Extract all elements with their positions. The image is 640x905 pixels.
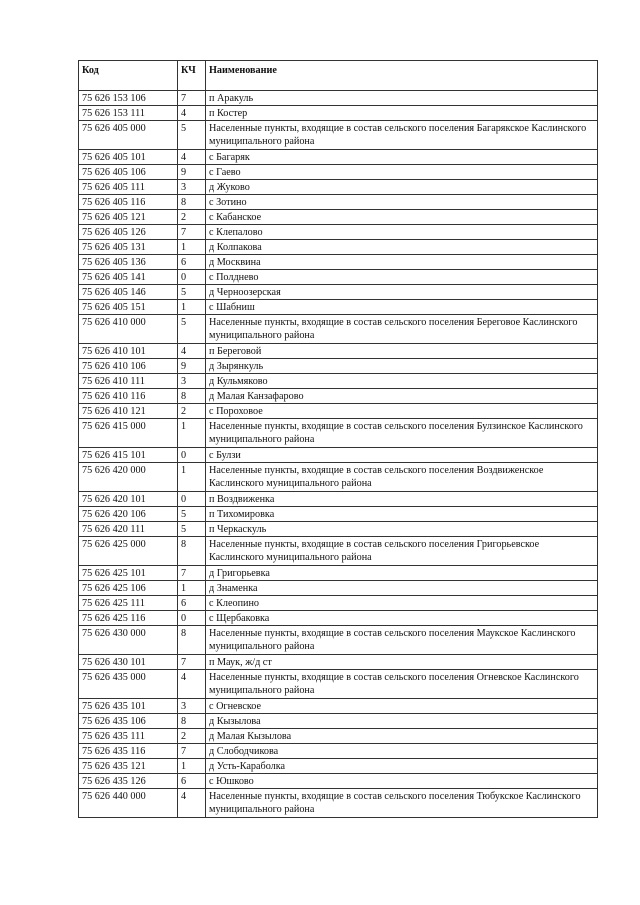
cell-name: д Москвина [206, 255, 598, 270]
cell-code: 75 626 420 101 [79, 492, 178, 507]
cell-code: 75 626 440 000 [79, 789, 178, 818]
cell-name: с Клепалово [206, 225, 598, 240]
table-row [79, 165, 598, 180]
table-row [79, 404, 598, 419]
table-row [79, 389, 598, 404]
cell-name: Населенные пункты, входящие в состав сельского поселения Воздвиженское Каслинского муниципального района [206, 463, 598, 492]
cell-code: 75 626 410 106 [79, 359, 178, 374]
cell-name: д Знаменка [206, 581, 598, 596]
cell-code: 75 626 435 111 [79, 729, 178, 744]
cell-kch: 1 [178, 240, 206, 255]
cell-code: 75 626 153 106 [79, 91, 178, 106]
cell-name: д Усть-Караболка [206, 759, 598, 774]
cell-kch: 1 [178, 581, 206, 596]
table-row [79, 180, 598, 195]
cell-code: 75 626 435 101 [79, 699, 178, 714]
cell-name: п Тихомировка [206, 507, 598, 522]
cell-kch: 7 [178, 744, 206, 759]
cell-name: с Пороховое [206, 404, 598, 419]
cell-name: с Полднево [206, 270, 598, 285]
cell-kch: 6 [178, 255, 206, 270]
table-row [79, 611, 598, 626]
cell-kch: 6 [178, 774, 206, 789]
cell-kch: 2 [178, 404, 206, 419]
cell-kch: 0 [178, 448, 206, 463]
cell-code: 75 626 405 151 [79, 300, 178, 315]
cell-kch: 3 [178, 699, 206, 714]
cell-kch: 7 [178, 91, 206, 106]
table-row [79, 463, 598, 492]
cell-code: 75 626 435 106 [79, 714, 178, 729]
cell-kch: 8 [178, 714, 206, 729]
cell-kch: 1 [178, 419, 206, 448]
table-row [79, 315, 598, 344]
table-row [79, 419, 598, 448]
cell-kch: 4 [178, 344, 206, 359]
cell-code: 75 626 405 116 [79, 195, 178, 210]
cell-kch: 4 [178, 789, 206, 818]
cell-kch: 0 [178, 611, 206, 626]
cell-kch: 9 [178, 359, 206, 374]
cell-kch: 1 [178, 759, 206, 774]
cell-name: Населенные пункты, входящие в состав сельского поселения Береговое Каслинского муниципального района [206, 315, 598, 344]
table-row [79, 195, 598, 210]
cell-kch: 6 [178, 596, 206, 611]
cell-name: д Колпакова [206, 240, 598, 255]
table-row [79, 507, 598, 522]
cell-kch: 1 [178, 463, 206, 492]
cell-kch: 8 [178, 537, 206, 566]
cell-name: д Кызылова [206, 714, 598, 729]
cell-kch: 3 [178, 374, 206, 389]
cell-name: Населенные пункты, входящие в состав сельского поселения Тюбукское Каслинского муниципального района [206, 789, 598, 818]
cell-name: д Кульмяково [206, 374, 598, 389]
cell-code: 75 626 405 106 [79, 165, 178, 180]
cell-code: 75 626 420 106 [79, 507, 178, 522]
cell-name: с Клеопино [206, 596, 598, 611]
cell-code: 75 626 425 101 [79, 566, 178, 581]
cell-kch: 5 [178, 507, 206, 522]
cell-code: 75 626 410 116 [79, 389, 178, 404]
table-row [79, 626, 598, 655]
table-row [79, 359, 598, 374]
cell-code: 75 626 435 121 [79, 759, 178, 774]
cell-code: 75 626 435 000 [79, 670, 178, 699]
cell-name: с Кабанское [206, 210, 598, 225]
cell-code: 75 626 153 111 [79, 106, 178, 121]
cell-kch: 7 [178, 566, 206, 581]
table-row [79, 655, 598, 670]
table-row [79, 285, 598, 300]
cell-kch: 3 [178, 180, 206, 195]
cell-name: п Черкаскуль [206, 522, 598, 537]
cell-code: 75 626 405 111 [79, 180, 178, 195]
cell-name: с Булзи [206, 448, 598, 463]
cell-kch: 0 [178, 492, 206, 507]
cell-code: 75 626 425 000 [79, 537, 178, 566]
table-row [79, 670, 598, 699]
cell-name: Населенные пункты, входящие в состав сельского поселения Григорьевское Каслинского муниципального района [206, 537, 598, 566]
cell-name: с Багаряк [206, 150, 598, 165]
header-kch: КЧ [178, 61, 206, 91]
table-row [79, 255, 598, 270]
cell-kch: 2 [178, 729, 206, 744]
cell-name: с Зотино [206, 195, 598, 210]
table-row [79, 91, 598, 106]
cell-name: п Аракуль [206, 91, 598, 106]
cell-kch: 8 [178, 389, 206, 404]
table-row [79, 729, 598, 744]
cell-name: с Гаево [206, 165, 598, 180]
cell-kch: 5 [178, 285, 206, 300]
cell-kch: 4 [178, 150, 206, 165]
table-row [79, 744, 598, 759]
cell-name: п Береговой [206, 344, 598, 359]
table-row [79, 121, 598, 150]
cell-name: д Малая Кызылова [206, 729, 598, 744]
cell-kch: 4 [178, 106, 206, 121]
cell-kch: 7 [178, 225, 206, 240]
cell-code: 75 626 405 126 [79, 225, 178, 240]
cell-name: п Воздвиженка [206, 492, 598, 507]
cell-code: 75 626 435 126 [79, 774, 178, 789]
cell-kch: 8 [178, 195, 206, 210]
header-name: Наименование [206, 61, 598, 91]
cell-name: Населенные пункты, входящие в состав сельского поселения Огневское Каслинского муниципального района [206, 670, 598, 699]
cell-kch: 8 [178, 626, 206, 655]
table-row [79, 759, 598, 774]
cell-code: 75 626 425 116 [79, 611, 178, 626]
cell-name: д Слободчикова [206, 744, 598, 759]
cell-kch: 4 [178, 670, 206, 699]
cell-code: 75 626 405 146 [79, 285, 178, 300]
table-row [79, 300, 598, 315]
table-row [79, 344, 598, 359]
cell-kch: 9 [178, 165, 206, 180]
cell-name: д Зырянкуль [206, 359, 598, 374]
cell-name: д Григорьевка [206, 566, 598, 581]
table-body [79, 91, 598, 818]
table-row [79, 699, 598, 714]
table-row [79, 448, 598, 463]
table-row [79, 596, 598, 611]
cell-code: 75 626 425 106 [79, 581, 178, 596]
table-header-row [79, 61, 598, 91]
cell-name: с Огневское [206, 699, 598, 714]
header-code: Код [79, 61, 178, 91]
cell-code: 75 626 415 101 [79, 448, 178, 463]
cell-name: д Малая Канзафарово [206, 389, 598, 404]
cell-code: 75 626 430 101 [79, 655, 178, 670]
cell-code: 75 626 430 000 [79, 626, 178, 655]
cell-code: 75 626 405 101 [79, 150, 178, 165]
table-row [79, 240, 598, 255]
table-row [79, 774, 598, 789]
cell-code: 75 626 410 000 [79, 315, 178, 344]
cell-name: п Маук, ж/д ст [206, 655, 598, 670]
cell-kch: 0 [178, 270, 206, 285]
cell-name: д Черноозерская [206, 285, 598, 300]
cell-code: 75 626 405 000 [79, 121, 178, 150]
cell-code: 75 626 405 131 [79, 240, 178, 255]
table-row [79, 270, 598, 285]
cell-code: 75 626 435 116 [79, 744, 178, 759]
table-row [79, 566, 598, 581]
cell-name: Населенные пункты, входящие в состав сельского поселения Маукское Каслинского муниципального района [206, 626, 598, 655]
cell-code: 75 626 420 000 [79, 463, 178, 492]
table-row [79, 492, 598, 507]
cell-name: с Шабниш [206, 300, 598, 315]
cell-code: 75 626 410 121 [79, 404, 178, 419]
table-row [79, 106, 598, 121]
cell-code: 75 626 405 136 [79, 255, 178, 270]
cell-code: 75 626 415 000 [79, 419, 178, 448]
cell-name: п Костер [206, 106, 598, 121]
cell-code: 75 626 425 111 [79, 596, 178, 611]
table-row [79, 210, 598, 225]
cell-name: с Щербаковка [206, 611, 598, 626]
table-row [79, 522, 598, 537]
cell-name: Населенные пункты, входящие в состав сельского поселения Булзинское Каслинского муниципального района [206, 419, 598, 448]
table-row [79, 225, 598, 240]
cell-name: с Юшково [206, 774, 598, 789]
cell-kch: 2 [178, 210, 206, 225]
cell-kch: 5 [178, 522, 206, 537]
table-row [79, 581, 598, 596]
cell-kch: 5 [178, 121, 206, 150]
okato-table [78, 60, 598, 818]
cell-code: 75 626 410 111 [79, 374, 178, 389]
cell-kch: 1 [178, 300, 206, 315]
cell-code: 75 626 405 141 [79, 270, 178, 285]
table-row [79, 374, 598, 389]
cell-name: д Жуково [206, 180, 598, 195]
cell-kch: 7 [178, 655, 206, 670]
cell-code: 75 626 405 121 [79, 210, 178, 225]
cell-code: 75 626 420 111 [79, 522, 178, 537]
table-row [79, 150, 598, 165]
table-row [79, 537, 598, 566]
cell-kch: 5 [178, 315, 206, 344]
cell-code: 75 626 410 101 [79, 344, 178, 359]
table-row [79, 789, 598, 818]
table-row [79, 714, 598, 729]
cell-name: Населенные пункты, входящие в состав сельского поселения Багарякское Каслинского муниципального района [206, 121, 598, 150]
